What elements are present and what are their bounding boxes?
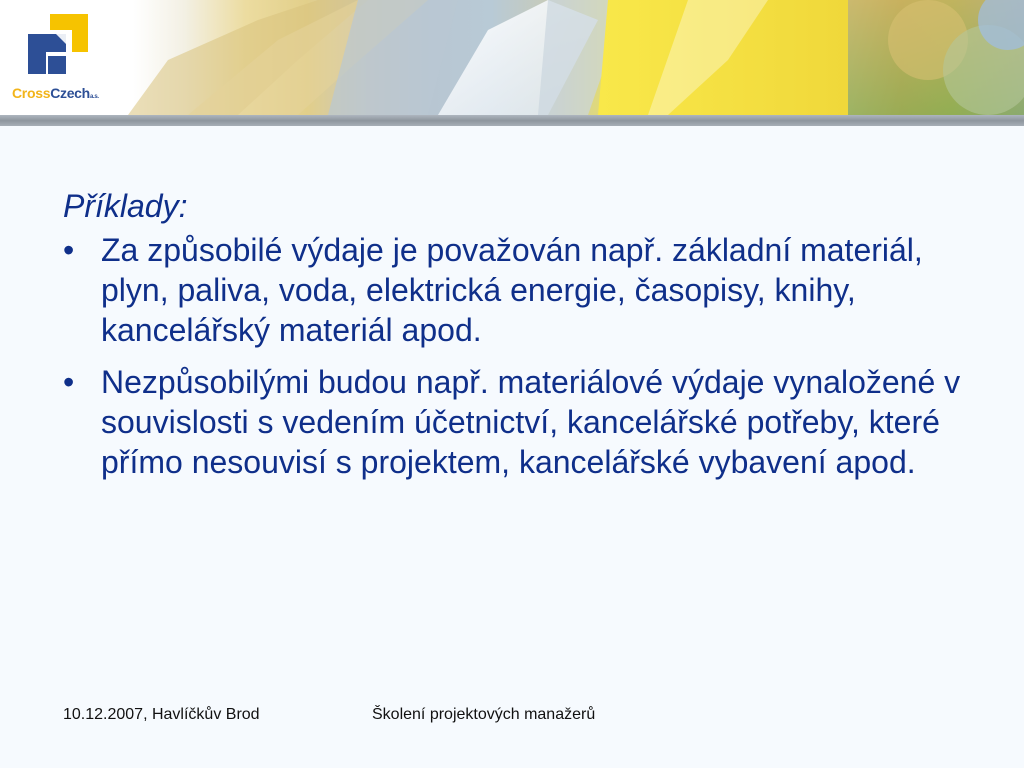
bullet-text: Nezpůsobilými budou např. materiálové výdaje vynaložené v souvislosti s vedením účetnictví, kancelářské potřeby, které přímo nesouvisí s projektem, kancelářské vybavení apod. xyxy=(101,364,961,480)
slide-title: Příklady: xyxy=(63,188,188,224)
logo-text-cross: Cross xyxy=(12,85,51,101)
bullet-marker: • xyxy=(63,364,75,400)
crossczech-logo-icon xyxy=(22,12,94,84)
header-divider xyxy=(0,115,1024,126)
bullet-marker: • xyxy=(63,232,75,268)
list-item xyxy=(63,362,983,482)
footer-date-place: 10.12.2007, Havlíčkův Brod xyxy=(63,706,260,723)
bullet-text: Za způsobilé výdaje je považován např. základní materiál, plyn, paliva, voda, elektrická energie, časopisy, knihy, kancelářský materiál apod. xyxy=(101,232,923,348)
bullet-list xyxy=(63,230,983,482)
logo-text-suffix: a.s. xyxy=(89,94,99,100)
footer-event-title: Školení projektových manažerů xyxy=(372,706,596,723)
header-decorative-banner xyxy=(128,0,1024,115)
slide-header xyxy=(0,0,1024,115)
logo-wordmark xyxy=(12,85,99,101)
logo-panel xyxy=(0,0,128,115)
logo-text-czech: Czech xyxy=(50,85,90,101)
slide-content xyxy=(63,186,983,494)
list-item xyxy=(63,230,983,350)
